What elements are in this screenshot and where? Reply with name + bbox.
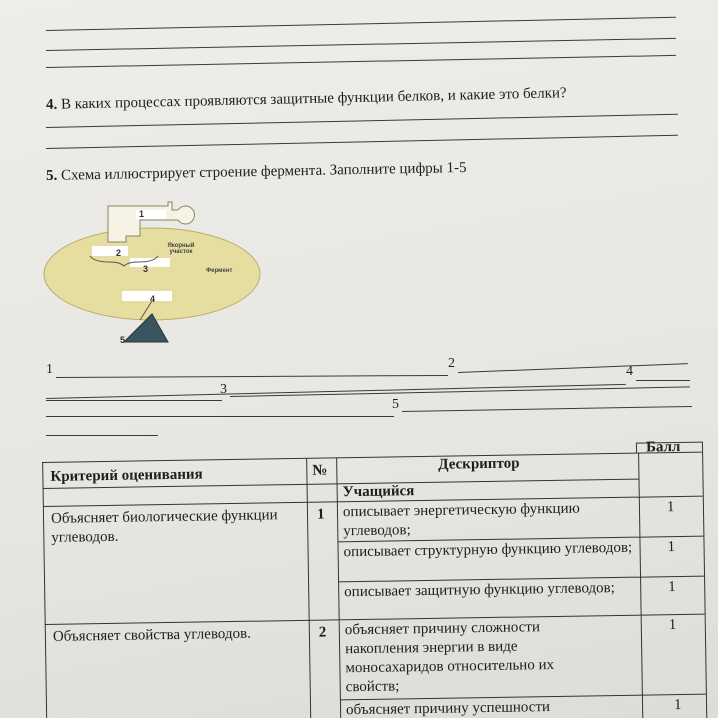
question-number: 4. — [45, 96, 58, 113]
answer-label-3: 3 — [220, 382, 227, 397]
assessment-table — [42, 438, 704, 718]
row-1-descriptor-2: описывает структурную функцию углеводов; — [343, 539, 633, 561]
diagram-label-2: 2 — [116, 248, 122, 258]
diagram-label-1: 1 — [139, 209, 145, 219]
answer-line-1 — [56, 375, 448, 378]
answer-line — [46, 416, 394, 417]
row-1-descriptor-3: описывает защитную функцию углеводов; — [344, 580, 615, 601]
diagram-label-4: 4 — [150, 294, 156, 304]
row-1-score-2: 1 — [667, 539, 676, 556]
enzyme-body — [44, 228, 260, 320]
diagram-label-5: 5 — [120, 335, 126, 345]
enzyme-diagram — [40, 198, 270, 348]
answer-label-4: 4 — [626, 364, 633, 379]
row-1-descriptor-1: описывает энергетическую функцию углеводов; — [342, 500, 580, 540]
table-border — [702, 442, 707, 718]
answer-line — [46, 435, 158, 436]
row-1-score-1: 1 — [666, 499, 675, 516]
row-2-descriptor-1: объясняет причину сложности накопления энергии в виде моносахаридов относительно их свойств; — [344, 619, 555, 696]
row-2-descriptor-2: объясняет причину успешности — [345, 699, 551, 718]
table-border — [42, 462, 47, 718]
answer-line — [46, 17, 676, 31]
question-text: Схема иллюстрирует строение фермента. Заполните цифры 1-5 — [57, 159, 467, 184]
label-box-4 — [122, 291, 172, 301]
enzyme-diagram-svg — [40, 198, 270, 348]
answer-label-1: 1 — [46, 362, 53, 377]
table-border — [636, 443, 637, 453]
row-2-criterion: Объясняет свойства углеводов. — [52, 625, 252, 645]
table-border — [638, 453, 643, 718]
row-2-score-1: 1 — [668, 617, 677, 634]
answer-line-5 — [402, 406, 692, 412]
header-score: Балл — [645, 438, 681, 456]
table-border — [307, 483, 337, 484]
question-5 — [46, 160, 467, 185]
header-criterion: Критерий оценивания — [50, 466, 203, 485]
table-border — [42, 452, 702, 463]
answer-line — [46, 384, 626, 399]
label-box-2 — [92, 246, 128, 256]
row-1-score-3: 1 — [668, 579, 676, 596]
answer-line — [46, 114, 678, 128]
diagram-label-3: 3 — [143, 264, 149, 274]
row-2-score-2: 1 — [673, 696, 682, 714]
answer-line-2 — [458, 363, 688, 373]
row-1-criterion: Объясняет биологические функции углеводов. — [50, 507, 278, 546]
answer-line — [46, 400, 222, 401]
header-no: № — [312, 462, 328, 479]
answer-line — [46, 135, 678, 149]
question-number: 5. — [45, 167, 58, 184]
header-student: Учащийся — [342, 483, 415, 501]
active-site-label: Якорный участок — [167, 243, 195, 255]
question-4 — [46, 85, 567, 114]
row-2-number: 2 — [318, 624, 327, 641]
table-border — [306, 458, 311, 718]
answer-label-5: 5 — [392, 397, 399, 412]
answer-line — [46, 55, 676, 68]
answer-label-2: 2 — [448, 356, 455, 371]
table-border — [336, 457, 341, 718]
question-text: В каких процессах проявляются защитные функции белков, и какие это белки? — [57, 85, 567, 113]
answer-line — [46, 38, 676, 51]
row-1-number: 1 — [316, 506, 325, 523]
enzyme-label: Фермент — [206, 268, 233, 274]
header-descriptor: Дескриптор — [438, 455, 520, 473]
answer-line-4 — [636, 380, 690, 381]
